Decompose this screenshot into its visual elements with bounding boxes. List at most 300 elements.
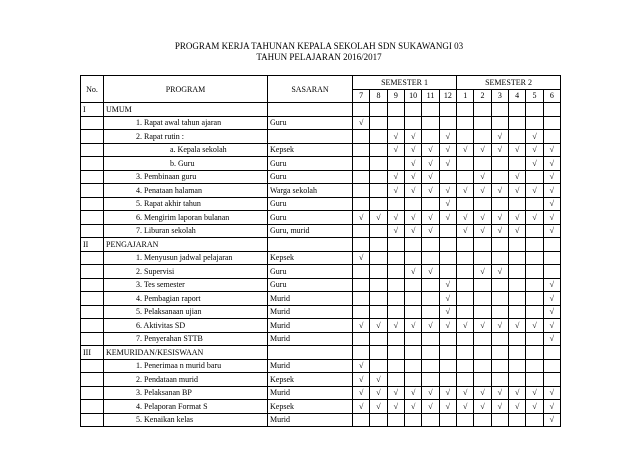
check-mark-cell: √ <box>491 386 508 400</box>
check-mark-cell: √ <box>474 184 491 198</box>
program-cell: 4. Pembagian raport <box>104 292 268 306</box>
check-mark-cell: √ <box>422 400 439 414</box>
month-cell <box>439 332 456 346</box>
header-program: PROGRAM <box>104 76 268 103</box>
month-cell <box>474 197 491 211</box>
section-row <box>81 103 561 117</box>
month-cell <box>526 238 543 252</box>
month-cell <box>509 197 526 211</box>
month-cell <box>387 157 404 171</box>
month-cell <box>404 413 421 427</box>
program-cell: 4. Penataan halaman <box>104 184 268 198</box>
check-mark-cell: √ <box>457 224 474 238</box>
month-cell <box>526 413 543 427</box>
month-cell <box>370 332 387 346</box>
document-title: PROGRAM KERJA TAHUNAN KEPALA SEKOLAH SDN SUKAWANGI 03 <box>174 41 464 51</box>
month-cell <box>526 103 543 117</box>
check-mark-cell: √ <box>457 211 474 225</box>
month-cell <box>509 251 526 265</box>
check-mark-cell: √ <box>422 224 439 238</box>
check-mark-cell: √ <box>526 157 543 171</box>
check-mark-cell: √ <box>370 386 387 400</box>
check-mark-cell: √ <box>491 319 508 333</box>
sasaran-cell <box>268 130 353 144</box>
month-cell <box>404 332 421 346</box>
program-cell: 7. Penyerahan STTB <box>104 332 268 346</box>
month-cell <box>526 305 543 319</box>
check-mark-cell: √ <box>404 386 421 400</box>
table-row <box>81 292 561 306</box>
check-mark-cell: √ <box>491 224 508 238</box>
sasaran-cell: Murid <box>268 386 353 400</box>
check-mark-cell: √ <box>526 400 543 414</box>
check-mark-cell: √ <box>353 359 370 373</box>
month-cell <box>526 197 543 211</box>
check-mark-cell: √ <box>474 170 491 184</box>
program-cell: 3. Tes semester <box>104 278 268 292</box>
check-mark-cell: √ <box>387 130 404 144</box>
check-mark-cell: √ <box>439 386 456 400</box>
month-cell <box>370 103 387 117</box>
sasaran-cell: Murid <box>268 292 353 306</box>
month-cell <box>370 305 387 319</box>
check-mark-cell: √ <box>526 184 543 198</box>
month-header: 12 <box>439 89 456 103</box>
check-mark-cell: √ <box>404 265 421 279</box>
month-cell <box>439 116 456 130</box>
check-mark-cell: √ <box>387 170 404 184</box>
row-number <box>81 197 104 211</box>
check-mark-cell: √ <box>474 211 491 225</box>
check-mark-cell: √ <box>509 143 526 157</box>
month-cell <box>474 130 491 144</box>
month-cell <box>491 157 508 171</box>
table-header <box>81 76 561 103</box>
month-cell <box>474 238 491 252</box>
month-cell <box>491 103 508 117</box>
month-cell <box>509 332 526 346</box>
month-cell <box>526 332 543 346</box>
month-cell <box>457 238 474 252</box>
row-number <box>81 211 104 225</box>
month-cell <box>543 265 560 279</box>
row-number <box>81 224 104 238</box>
table-row <box>81 278 561 292</box>
row-number <box>81 157 104 171</box>
month-cell <box>370 413 387 427</box>
row-number <box>81 413 104 427</box>
check-mark-cell: √ <box>543 305 560 319</box>
table-row <box>81 251 561 265</box>
month-cell <box>491 197 508 211</box>
month-cell <box>387 116 404 130</box>
sasaran-cell: Kepsek <box>268 373 353 387</box>
month-cell <box>491 413 508 427</box>
month-cell <box>422 197 439 211</box>
month-cell <box>526 170 543 184</box>
month-cell <box>491 278 508 292</box>
month-cell <box>370 346 387 360</box>
month-cell <box>474 359 491 373</box>
check-mark-cell: √ <box>353 251 370 265</box>
check-mark-cell: √ <box>404 319 421 333</box>
check-mark-cell: √ <box>439 305 456 319</box>
check-mark-cell: √ <box>439 130 456 144</box>
check-mark-cell: √ <box>439 197 456 211</box>
check-mark-cell: √ <box>422 265 439 279</box>
month-cell <box>422 346 439 360</box>
check-mark-cell: √ <box>474 400 491 414</box>
header-semester-2: SEMESTER 2 <box>457 76 561 90</box>
check-mark-cell: √ <box>526 211 543 225</box>
month-cell <box>457 278 474 292</box>
month-cell <box>509 238 526 252</box>
month-cell <box>404 359 421 373</box>
month-cell <box>370 292 387 306</box>
program-cell: 5. Kenaikan kelas <box>104 413 268 427</box>
month-cell <box>526 346 543 360</box>
check-mark-cell: √ <box>387 386 404 400</box>
check-mark-cell: √ <box>543 143 560 157</box>
month-cell <box>509 346 526 360</box>
check-mark-cell: √ <box>509 211 526 225</box>
month-cell <box>509 292 526 306</box>
check-mark-cell: √ <box>474 265 491 279</box>
month-cell <box>370 197 387 211</box>
month-cell <box>543 373 560 387</box>
month-cell <box>509 130 526 144</box>
month-header: 8 <box>370 89 387 103</box>
sasaran-cell: Kepsek <box>268 400 353 414</box>
check-mark-cell: √ <box>439 157 456 171</box>
month-cell <box>353 413 370 427</box>
table-row <box>81 157 561 171</box>
row-number <box>81 359 104 373</box>
month-cell <box>509 413 526 427</box>
month-cell <box>509 305 526 319</box>
table-row <box>81 170 561 184</box>
month-cell <box>353 197 370 211</box>
check-mark-cell: √ <box>491 211 508 225</box>
row-number <box>81 265 104 279</box>
check-mark-cell: √ <box>439 319 456 333</box>
check-mark-cell: √ <box>491 265 508 279</box>
check-mark-cell: √ <box>543 319 560 333</box>
month-cell <box>353 130 370 144</box>
month-cell <box>526 373 543 387</box>
month-header: 6 <box>543 89 560 103</box>
month-cell <box>353 346 370 360</box>
month-cell <box>543 116 560 130</box>
check-mark-cell: √ <box>474 386 491 400</box>
check-mark-cell: √ <box>439 292 456 306</box>
program-cell: 2. Supervisi <box>104 265 268 279</box>
row-number <box>81 116 104 130</box>
check-mark-cell: √ <box>474 319 491 333</box>
section-label: UMUM <box>104 103 268 117</box>
month-cell <box>353 265 370 279</box>
check-mark-cell: √ <box>491 143 508 157</box>
month-cell <box>543 346 560 360</box>
header-no: No. <box>81 76 104 103</box>
document-subtitle: TAHUN PELAJARAN 2016/2017 <box>256 52 382 62</box>
check-mark-cell: √ <box>509 170 526 184</box>
month-header: 7 <box>353 89 370 103</box>
check-mark-cell: √ <box>509 184 526 198</box>
program-cell: a. Kepala sekolah <box>104 143 268 157</box>
month-cell <box>353 238 370 252</box>
month-cell <box>353 305 370 319</box>
month-cell <box>404 197 421 211</box>
row-number <box>81 170 104 184</box>
check-mark-cell: √ <box>387 211 404 225</box>
check-mark-cell: √ <box>439 143 456 157</box>
check-mark-cell: √ <box>543 413 560 427</box>
program-cell: 6. Aktivitas SD <box>104 319 268 333</box>
check-mark-cell: √ <box>543 157 560 171</box>
month-header: 11 <box>422 89 439 103</box>
sasaran-cell: Guru, murid <box>268 224 353 238</box>
check-mark-cell: √ <box>404 184 421 198</box>
check-mark-cell: √ <box>439 278 456 292</box>
row-number <box>81 130 104 144</box>
check-mark-cell: √ <box>353 400 370 414</box>
check-mark-cell: √ <box>404 130 421 144</box>
month-cell <box>404 346 421 360</box>
month-cell <box>422 116 439 130</box>
month-header: 2 <box>474 89 491 103</box>
month-cell <box>422 332 439 346</box>
check-mark-cell: √ <box>422 157 439 171</box>
program-table <box>80 75 561 427</box>
check-mark-cell: √ <box>543 292 560 306</box>
month-cell <box>353 143 370 157</box>
month-header: 1 <box>457 89 474 103</box>
month-cell <box>526 278 543 292</box>
row-number <box>81 251 104 265</box>
month-cell <box>387 265 404 279</box>
month-cell <box>439 373 456 387</box>
check-mark-cell: √ <box>404 157 421 171</box>
month-cell <box>422 413 439 427</box>
month-header: 4 <box>509 89 526 103</box>
program-cell: 2. Rapat rutin : <box>104 130 268 144</box>
check-mark-cell: √ <box>509 400 526 414</box>
month-cell <box>387 251 404 265</box>
month-cell <box>474 251 491 265</box>
table-row <box>81 116 561 130</box>
check-mark-cell: √ <box>509 319 526 333</box>
row-number: I <box>81 103 104 117</box>
check-mark-cell: √ <box>491 400 508 414</box>
month-cell <box>457 170 474 184</box>
month-cell <box>387 332 404 346</box>
month-cell <box>491 292 508 306</box>
check-mark-cell: √ <box>543 211 560 225</box>
sasaran-cell: Guru <box>268 211 353 225</box>
section-row <box>81 238 561 252</box>
month-cell <box>353 332 370 346</box>
month-cell <box>353 170 370 184</box>
check-mark-cell: √ <box>439 400 456 414</box>
header-semester-1: SEMESTER 1 <box>353 76 457 90</box>
month-cell <box>491 346 508 360</box>
table-row <box>81 265 561 279</box>
month-cell <box>509 157 526 171</box>
month-cell <box>509 265 526 279</box>
program-cell: 1. Penerimaa n murid baru <box>104 359 268 373</box>
check-mark-cell: √ <box>457 184 474 198</box>
month-cell <box>491 332 508 346</box>
check-mark-cell: √ <box>353 116 370 130</box>
month-cell <box>457 373 474 387</box>
sasaran-cell <box>268 346 353 360</box>
month-cell <box>474 157 491 171</box>
month-cell <box>526 224 543 238</box>
table-row <box>81 413 561 427</box>
month-cell <box>457 197 474 211</box>
month-cell <box>474 116 491 130</box>
check-mark-cell: √ <box>404 224 421 238</box>
month-cell <box>509 373 526 387</box>
month-header: 3 <box>491 89 508 103</box>
check-mark-cell: √ <box>422 170 439 184</box>
month-cell <box>526 292 543 306</box>
month-cell <box>404 238 421 252</box>
month-cell <box>526 359 543 373</box>
check-mark-cell: √ <box>353 319 370 333</box>
month-cell <box>491 373 508 387</box>
check-mark-cell: √ <box>526 143 543 157</box>
check-mark-cell: √ <box>526 386 543 400</box>
check-mark-cell: √ <box>422 143 439 157</box>
month-cell <box>387 359 404 373</box>
check-mark-cell: √ <box>509 224 526 238</box>
check-mark-cell: √ <box>404 143 421 157</box>
check-mark-cell: √ <box>543 184 560 198</box>
month-cell <box>491 251 508 265</box>
sasaran-cell: Kepsek <box>268 251 353 265</box>
month-cell <box>491 170 508 184</box>
month-cell <box>370 184 387 198</box>
program-cell: 3. Pembinaan guru <box>104 170 268 184</box>
check-mark-cell: √ <box>422 211 439 225</box>
month-cell <box>439 103 456 117</box>
check-mark-cell: √ <box>543 400 560 414</box>
month-cell <box>474 278 491 292</box>
month-cell <box>457 305 474 319</box>
program-cell: b. Guru <box>104 157 268 171</box>
month-cell <box>353 224 370 238</box>
check-mark-cell: √ <box>387 400 404 414</box>
month-cell <box>370 116 387 130</box>
sasaran-cell: Guru <box>268 170 353 184</box>
check-mark-cell: √ <box>457 143 474 157</box>
check-mark-cell: √ <box>353 373 370 387</box>
month-cell <box>439 346 456 360</box>
month-cell <box>457 332 474 346</box>
month-cell <box>474 305 491 319</box>
check-mark-cell: √ <box>439 211 456 225</box>
check-mark-cell: √ <box>422 184 439 198</box>
month-cell <box>370 238 387 252</box>
table-row <box>81 197 561 211</box>
sasaran-cell: Murid <box>268 305 353 319</box>
month-cell <box>439 170 456 184</box>
month-cell <box>474 103 491 117</box>
row-number <box>81 278 104 292</box>
month-cell <box>387 103 404 117</box>
check-mark-cell: √ <box>543 197 560 211</box>
month-cell <box>370 224 387 238</box>
check-mark-cell: √ <box>387 143 404 157</box>
month-cell <box>387 373 404 387</box>
sasaran-cell: Guru <box>268 278 353 292</box>
month-cell <box>353 278 370 292</box>
check-mark-cell: √ <box>543 224 560 238</box>
table-row <box>81 224 561 238</box>
sasaran-cell: Guru <box>268 265 353 279</box>
month-cell <box>404 103 421 117</box>
check-mark-cell: √ <box>404 400 421 414</box>
month-cell <box>404 116 421 130</box>
month-cell <box>439 238 456 252</box>
check-mark-cell: √ <box>543 386 560 400</box>
row-number <box>81 386 104 400</box>
sasaran-cell: Murid <box>268 359 353 373</box>
month-cell <box>370 143 387 157</box>
month-cell <box>457 103 474 117</box>
month-cell <box>474 413 491 427</box>
row-number <box>81 332 104 346</box>
month-cell <box>509 359 526 373</box>
table-body <box>81 103 561 427</box>
sasaran-cell: Guru <box>268 157 353 171</box>
month-cell <box>439 224 456 238</box>
month-cell <box>387 197 404 211</box>
check-mark-cell: √ <box>491 184 508 198</box>
month-cell <box>387 238 404 252</box>
program-cell: 2. Pendataan murid <box>104 373 268 387</box>
check-mark-cell: √ <box>543 278 560 292</box>
month-cell <box>457 130 474 144</box>
check-mark-cell: √ <box>353 386 370 400</box>
month-cell <box>353 292 370 306</box>
month-cell <box>387 305 404 319</box>
month-cell <box>370 251 387 265</box>
row-number <box>81 319 104 333</box>
month-cell <box>491 116 508 130</box>
row-number <box>81 292 104 306</box>
check-mark-cell: √ <box>526 319 543 333</box>
check-mark-cell: √ <box>370 319 387 333</box>
table-row <box>81 373 561 387</box>
check-mark-cell: √ <box>387 319 404 333</box>
check-mark-cell: √ <box>491 130 508 144</box>
table-row <box>81 386 561 400</box>
table-row <box>81 319 561 333</box>
check-mark-cell: √ <box>474 143 491 157</box>
program-cell: 5. Rapat akhir tahun <box>104 197 268 211</box>
check-mark-cell: √ <box>439 184 456 198</box>
month-cell <box>509 103 526 117</box>
check-mark-cell: √ <box>457 386 474 400</box>
month-cell <box>457 346 474 360</box>
month-cell <box>543 238 560 252</box>
month-cell <box>353 157 370 171</box>
month-cell <box>422 251 439 265</box>
check-mark-cell: √ <box>422 319 439 333</box>
